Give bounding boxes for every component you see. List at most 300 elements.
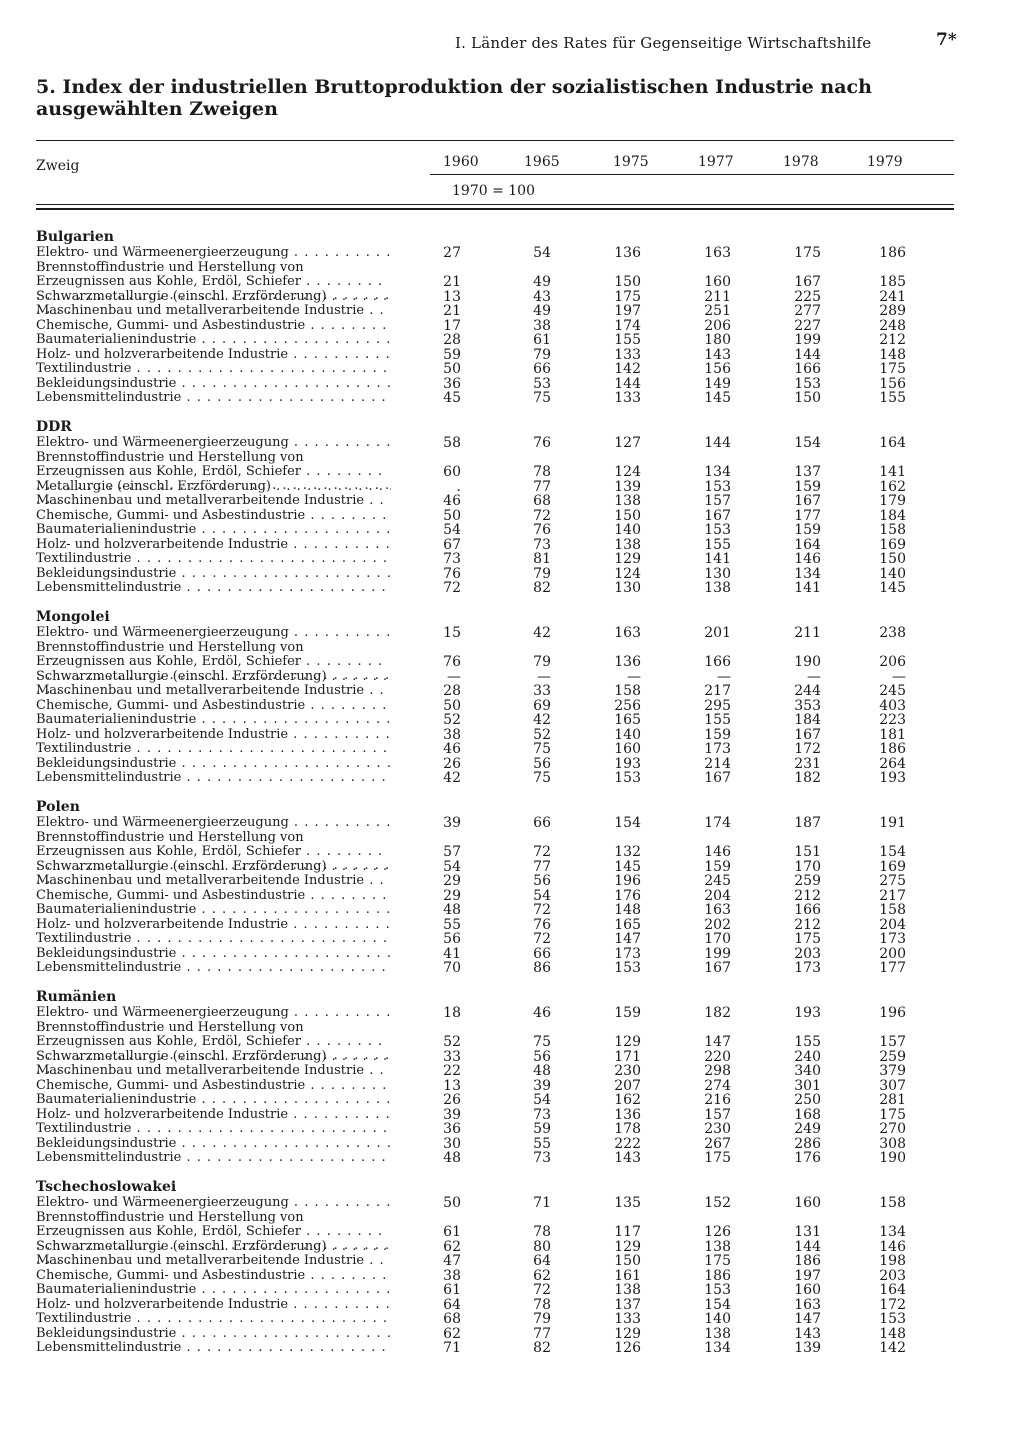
value-cell-1979: 162 xyxy=(879,478,906,495)
value-cell-1978: 146 xyxy=(794,551,821,567)
value-cell-1979: — xyxy=(892,668,906,685)
table-row xyxy=(36,699,976,714)
value-cell-1975: 129 xyxy=(614,1238,641,1255)
table-row xyxy=(36,670,976,685)
page-number: 7* xyxy=(936,30,957,50)
value-cell-1975: 150 xyxy=(614,1253,641,1269)
value-cell-1979: 164 xyxy=(879,435,906,451)
value-cell-1960: 13 xyxy=(443,1077,461,1094)
value-cell-1979: 150 xyxy=(879,551,906,567)
value-cell-1977: 134 xyxy=(704,463,731,480)
table-row xyxy=(36,641,976,670)
value-cell-1979: 264 xyxy=(879,755,906,772)
value-cell-1977: 159 xyxy=(704,726,731,743)
value-cell-1965: 69 xyxy=(533,697,551,714)
value-cell-1960: 50 xyxy=(443,507,461,524)
value-cell-1978: 167 xyxy=(794,273,821,290)
row-label: Metallurgie (einschl. Erzförderung) . . . xyxy=(36,480,391,494)
table-row xyxy=(36,889,976,904)
value-cell-1965: 72 xyxy=(533,507,551,524)
value-cell-1965: 33 xyxy=(533,683,551,699)
value-cell-1965: 62 xyxy=(533,1267,551,1284)
country-name: Mongolei xyxy=(36,609,110,625)
value-cell-1965: 49 xyxy=(533,273,551,290)
value-cell-1965: 38 xyxy=(533,317,551,334)
value-cell-1975: 133 xyxy=(614,346,641,363)
value-cell-1975: 124 xyxy=(614,463,641,480)
value-cell-1977: 145 xyxy=(704,390,731,406)
value-cell-1965: 46 xyxy=(533,1005,551,1021)
row-label: Elektro- und Wärmeenergieerzeugung . . . xyxy=(36,816,391,830)
value-cell-1979: 146 xyxy=(879,1238,906,1255)
table-row xyxy=(36,538,976,553)
value-cell-1979: 157 xyxy=(879,1033,906,1050)
header-bottom-rule xyxy=(36,208,954,210)
row-label: Maschinenbau und metallverarbeitende Industrie . . . xyxy=(36,684,391,698)
value-cell-1965: 77 xyxy=(533,478,551,495)
header-bottom-rule-thin xyxy=(36,204,954,205)
value-cell-1975: 163 xyxy=(614,625,641,641)
value-cell-1977: 199 xyxy=(704,945,731,962)
table-row xyxy=(36,319,976,334)
value-cell-1960: 33 xyxy=(443,1048,461,1065)
value-cell-1977: 159 xyxy=(704,858,731,875)
value-cell-1978: 197 xyxy=(794,1267,821,1284)
value-cell-1978: 137 xyxy=(794,463,821,480)
value-cell-1975: 155 xyxy=(614,332,641,348)
value-cell-1979: 241 xyxy=(879,288,906,305)
value-cell-1978: 186 xyxy=(794,1253,821,1269)
value-cell-1979: 148 xyxy=(879,346,906,363)
value-cell-1965: 61 xyxy=(533,332,551,348)
country-block xyxy=(36,798,976,988)
value-cell-1979: 186 xyxy=(879,741,906,757)
row-label: Schwarzmetallurgie (einschl. Erzförderung) . . . xyxy=(36,1050,391,1064)
value-cell-1977: 175 xyxy=(704,1150,731,1166)
value-cell-1975: 196 xyxy=(614,873,641,889)
value-cell-1979: 307 xyxy=(879,1077,906,1094)
table-row xyxy=(36,333,976,348)
value-cell-1978: 301 xyxy=(794,1077,821,1094)
value-cell-1960: 50 xyxy=(443,697,461,714)
value-cell-1975: 124 xyxy=(614,565,641,582)
table-row xyxy=(36,626,976,641)
value-cell-1979: 173 xyxy=(879,931,906,947)
value-cell-1977: 298 xyxy=(704,1063,731,1079)
row-label: Chemische, Gummi- und Asbestindustrie . . . xyxy=(36,889,391,903)
value-cell-1965: — xyxy=(537,668,551,685)
value-cell-1977: 170 xyxy=(704,931,731,947)
value-cell-1965: 79 xyxy=(533,653,551,670)
value-cell-1978: 340 xyxy=(794,1063,821,1079)
row-label: Brennstoffindustrie und Herstellung von Erzeugnissen aus Kohle, Erdöl, Schiefer . . . xyxy=(36,831,391,887)
value-cell-1978: 159 xyxy=(794,478,821,495)
value-cell-1977: 166 xyxy=(704,653,731,670)
value-cell-1975: 144 xyxy=(614,375,641,392)
value-cell-1978: 164 xyxy=(794,536,821,553)
value-cell-1960: 46 xyxy=(443,493,461,509)
row-label: Baumaterialienindustrie . . . xyxy=(36,713,391,727)
row-label: Schwarzmetallurgie (einschl. Erzförderung) . . . xyxy=(36,670,391,684)
value-cell-1978: 259 xyxy=(794,873,821,889)
row-label: Schwarzmetallurgie (einschl. Erzförderung) . . . xyxy=(36,1240,391,1254)
value-cell-1977: 230 xyxy=(704,1121,731,1137)
value-cell-1978: 163 xyxy=(794,1296,821,1313)
value-cell-1975: 129 xyxy=(614,1033,641,1050)
value-cell-1965: 55 xyxy=(533,1135,551,1152)
table-row xyxy=(36,348,976,363)
value-cell-1975: 117 xyxy=(614,1223,641,1240)
value-cell-1965: 77 xyxy=(533,1325,551,1342)
value-cell-1965: 66 xyxy=(533,815,551,831)
value-cell-1975: 176 xyxy=(614,887,641,904)
value-cell-1975: 174 xyxy=(614,317,641,334)
value-cell-1975: 129 xyxy=(614,551,641,567)
row-label: Textilindustrie . . . xyxy=(36,362,391,376)
row-label: Chemische, Gummi- und Asbestindustrie . . . xyxy=(36,699,391,713)
value-cell-1979: 191 xyxy=(879,815,906,831)
value-cell-1975: 256 xyxy=(614,697,641,714)
value-cell-1960: 42 xyxy=(443,770,461,786)
value-cell-1978: 184 xyxy=(794,712,821,728)
value-cell-1965: 66 xyxy=(533,945,551,962)
value-cell-1979: 164 xyxy=(879,1282,906,1298)
row-label: Maschinenbau und metallverarbeitende Industrie . . . xyxy=(36,304,391,318)
value-cell-1960: 48 xyxy=(443,902,461,918)
value-cell-1975: 159 xyxy=(614,1005,641,1021)
value-cell-1965: 66 xyxy=(533,361,551,377)
value-cell-1960: 36 xyxy=(443,375,461,392)
value-cell-1975: 222 xyxy=(614,1135,641,1152)
table-row xyxy=(36,742,976,757)
value-cell-1965: 78 xyxy=(533,1296,551,1313)
header-mid-rule xyxy=(430,174,954,175)
value-cell-1979: 403 xyxy=(879,697,906,714)
value-cell-1975: 153 xyxy=(614,960,641,976)
value-cell-1977: 154 xyxy=(704,1296,731,1313)
year-header-1979: 1979 xyxy=(867,154,903,170)
row-label: Maschinenbau und metallverarbeitende Industrie . . . xyxy=(36,1254,391,1268)
table-row xyxy=(36,1298,976,1313)
country-block xyxy=(36,228,976,418)
value-cell-1965: 79 xyxy=(533,565,551,582)
value-cell-1979: 169 xyxy=(879,536,906,553)
value-cell-1965: 76 xyxy=(533,522,551,538)
value-cell-1978: 212 xyxy=(794,887,821,904)
row-label: Lebensmittelindustrie . . . xyxy=(36,1151,391,1165)
value-cell-1975: 154 xyxy=(614,815,641,831)
row-label: Textilindustrie . . . xyxy=(36,1312,391,1326)
table-row xyxy=(36,523,976,538)
value-cell-1977: 206 xyxy=(704,317,731,334)
value-cell-1960: 71 xyxy=(443,1340,461,1356)
country-block xyxy=(36,418,976,608)
row-label: Elektro- und Wärmeenergieerzeugung . . . xyxy=(36,246,391,260)
value-cell-1965: 56 xyxy=(533,1048,551,1065)
value-cell-1965: 73 xyxy=(533,1106,551,1123)
value-cell-1975: 158 xyxy=(614,683,641,699)
value-cell-1977: 147 xyxy=(704,1033,731,1050)
row-label: Holz- und holzverarbeitende Industrie . . . xyxy=(36,728,391,742)
value-cell-1960: 27 xyxy=(443,245,461,261)
table-row xyxy=(36,1283,976,1298)
value-cell-1977: 153 xyxy=(704,522,731,538)
table-row xyxy=(36,1079,976,1094)
table-row xyxy=(36,932,976,947)
value-cell-1979: 134 xyxy=(879,1223,906,1240)
row-label: Baumaterialienindustrie . . . xyxy=(36,523,391,537)
value-cell-1977: 163 xyxy=(704,902,731,918)
year-header-1975: 1975 xyxy=(613,154,649,170)
table-row xyxy=(36,1006,976,1021)
row-label: Chemische, Gummi- und Asbestindustrie . . . xyxy=(36,1079,391,1093)
table-row xyxy=(36,771,976,786)
table-row xyxy=(36,581,976,596)
value-cell-1977: 204 xyxy=(704,887,731,904)
value-cell-1977: 186 xyxy=(704,1267,731,1284)
value-cell-1975: 140 xyxy=(614,726,641,743)
table-title: 5. Index der industriellen Bruttoproduktion der sozialistischen Industrie nach ausgewählten Zweigen xyxy=(36,76,872,120)
value-cell-1979: 169 xyxy=(879,858,906,875)
value-cell-1965: 54 xyxy=(533,887,551,904)
value-cell-1960: 26 xyxy=(443,1092,461,1108)
row-label: Textilindustrie . . . xyxy=(36,1122,391,1136)
value-cell-1975: 138 xyxy=(614,493,641,509)
value-cell-1977: 217 xyxy=(704,683,731,699)
value-cell-1977: 157 xyxy=(704,1106,731,1123)
table-row xyxy=(36,1341,976,1356)
table-row xyxy=(36,436,976,451)
value-cell-1960: — xyxy=(447,668,461,685)
table-row xyxy=(36,918,976,933)
table-row xyxy=(36,1211,976,1240)
value-cell-1978: 153 xyxy=(794,375,821,392)
value-cell-1979: 203 xyxy=(879,1267,906,1284)
value-cell-1975: 153 xyxy=(614,770,641,786)
value-cell-1960: 58 xyxy=(443,435,461,451)
value-cell-1979: 275 xyxy=(879,873,906,889)
value-cell-1975: 130 xyxy=(614,580,641,596)
year-header-1978: 1978 xyxy=(783,154,819,170)
value-cell-1965: 79 xyxy=(533,1311,551,1327)
row-label: Brennstoffindustrie und Herstellung von Erzeugnissen aus Kohle, Erdöl, Schiefer . . . xyxy=(36,451,391,507)
value-cell-1975: 136 xyxy=(614,245,641,261)
country-block xyxy=(36,608,976,798)
row-label: Brennstoffindustrie und Herstellung von Erzeugnissen aus Kohle, Erdöl, Schiefer . . . xyxy=(36,641,391,697)
value-cell-1965: 53 xyxy=(533,375,551,392)
value-cell-1978: 199 xyxy=(794,332,821,348)
value-cell-1978: 353 xyxy=(794,697,821,714)
value-cell-1960: 70 xyxy=(443,960,461,976)
value-cell-1977: 126 xyxy=(704,1223,731,1240)
value-cell-1977: 214 xyxy=(704,755,731,772)
value-cell-1960: 26 xyxy=(443,755,461,772)
year-header-1965: 1965 xyxy=(524,154,560,170)
table-row xyxy=(36,1137,976,1152)
row-label: Lebensmittelindustrie . . . xyxy=(36,771,391,785)
value-cell-1977: 201 xyxy=(704,625,731,641)
value-cell-1978: 167 xyxy=(794,726,821,743)
value-cell-1975: 147 xyxy=(614,931,641,947)
value-cell-1977: 173 xyxy=(704,741,731,757)
table-row xyxy=(36,1327,976,1342)
value-cell-1960: 52 xyxy=(443,712,461,728)
value-cell-1965: 72 xyxy=(533,902,551,918)
value-cell-1977: 155 xyxy=(704,536,731,553)
value-cell-1977: 160 xyxy=(704,273,731,290)
value-cell-1978: 277 xyxy=(794,303,821,319)
value-cell-1965: 75 xyxy=(533,1033,551,1050)
row-label: Lebensmittelindustrie . . . xyxy=(36,391,391,405)
value-cell-1979: 175 xyxy=(879,361,906,377)
value-cell-1965: 80 xyxy=(533,1238,551,1255)
table-row xyxy=(36,494,976,509)
value-cell-1978: 211 xyxy=(794,625,821,641)
value-cell-1965: 75 xyxy=(533,390,551,406)
value-cell-1960: 72 xyxy=(443,580,461,596)
table-row xyxy=(36,246,976,261)
value-cell-1978: 231 xyxy=(794,755,821,772)
value-cell-1977: 163 xyxy=(704,245,731,261)
zweig-column-header: Zweig xyxy=(36,158,80,174)
value-cell-1977: 180 xyxy=(704,332,731,348)
row-label: Lebensmittelindustrie . . . xyxy=(36,581,391,595)
value-cell-1960: 57 xyxy=(443,843,461,860)
value-cell-1977: 152 xyxy=(704,1195,731,1211)
value-cell-1979: 148 xyxy=(879,1325,906,1342)
row-label: Textilindustrie . . . xyxy=(36,742,391,756)
value-cell-1975: 138 xyxy=(614,1282,641,1298)
value-cell-1978: 166 xyxy=(794,902,821,918)
value-cell-1960: 73 xyxy=(443,551,461,567)
value-cell-1975: 148 xyxy=(614,902,641,918)
table-row xyxy=(36,1064,976,1079)
value-cell-1978: 182 xyxy=(794,770,821,786)
row-label: Baumaterialienindustrie . . . xyxy=(36,903,391,917)
value-cell-1979: 281 xyxy=(879,1092,906,1108)
value-cell-1965: 56 xyxy=(533,873,551,889)
value-cell-1979: 200 xyxy=(879,945,906,962)
row-label: Brennstoffindustrie und Herstellung von Erzeugnissen aus Kohle, Erdöl, Schiefer . . . xyxy=(36,1211,391,1267)
value-cell-1965: 75 xyxy=(533,770,551,786)
value-cell-1975: 142 xyxy=(614,361,641,377)
value-cell-1978: 176 xyxy=(794,1150,821,1166)
value-cell-1960: 41 xyxy=(443,945,461,962)
value-cell-1978: 147 xyxy=(794,1311,821,1327)
value-cell-1978: 167 xyxy=(794,493,821,509)
value-cell-1975: 165 xyxy=(614,916,641,933)
value-cell-1978: 187 xyxy=(794,815,821,831)
value-cell-1978: 168 xyxy=(794,1106,821,1123)
value-cell-1975: 165 xyxy=(614,712,641,728)
value-cell-1979: 154 xyxy=(879,843,906,860)
table-row xyxy=(36,1122,976,1137)
value-cell-1960: 60 xyxy=(443,463,461,480)
table-row xyxy=(36,757,976,772)
value-cell-1979: 379 xyxy=(879,1063,906,1079)
value-cell-1960: 47 xyxy=(443,1253,461,1269)
value-cell-1979: 190 xyxy=(879,1150,906,1166)
value-cell-1960: 48 xyxy=(443,1150,461,1166)
table-row xyxy=(36,1151,976,1166)
row-label: Baumaterialienindustrie . . . xyxy=(36,333,391,347)
value-cell-1965: 59 xyxy=(533,1121,551,1137)
value-cell-1979: 217 xyxy=(879,887,906,904)
value-cell-1975: 230 xyxy=(614,1063,641,1079)
value-cell-1975: 137 xyxy=(614,1296,641,1313)
row-label: Chemische, Gummi- und Asbestindustrie . . . xyxy=(36,509,391,523)
value-cell-1975: 150 xyxy=(614,273,641,290)
value-cell-1978: 166 xyxy=(794,361,821,377)
value-cell-1979: 259 xyxy=(879,1048,906,1065)
row-label: Baumaterialienindustrie . . . xyxy=(36,1283,391,1297)
value-cell-1978: 139 xyxy=(794,1340,821,1356)
value-cell-1975: 140 xyxy=(614,522,641,538)
value-cell-1978: 193 xyxy=(794,1005,821,1021)
country-name: Bulgarien xyxy=(36,229,114,245)
value-cell-1975: 136 xyxy=(614,1106,641,1123)
base-year-label: 1970 = 100 xyxy=(452,183,535,199)
value-cell-1979: 177 xyxy=(879,960,906,976)
value-cell-1979: 179 xyxy=(879,493,906,509)
value-cell-1960: 50 xyxy=(443,361,461,377)
value-cell-1979: 175 xyxy=(879,1106,906,1123)
row-label: Lebensmittelindustrie . . . xyxy=(36,1341,391,1355)
value-cell-1965: 68 xyxy=(533,493,551,509)
row-label: Holz- und holzverarbeitende Industrie . . . xyxy=(36,348,391,362)
value-cell-1977: 144 xyxy=(704,435,731,451)
value-cell-1975: 143 xyxy=(614,1150,641,1166)
value-cell-1960: 45 xyxy=(443,390,461,406)
value-cell-1975: 129 xyxy=(614,1325,641,1342)
row-label: Schwarzmetallurgie (einschl. Erzförderung) . . . xyxy=(36,860,391,874)
value-cell-1965: 79 xyxy=(533,346,551,363)
value-cell-1977: 211 xyxy=(704,288,731,305)
value-cell-1979: 145 xyxy=(879,580,906,596)
table-row xyxy=(36,1240,976,1255)
value-cell-1975: 127 xyxy=(614,435,641,451)
value-cell-1960: 67 xyxy=(443,536,461,553)
value-cell-1975: 126 xyxy=(614,1340,641,1356)
value-cell-1977: 267 xyxy=(704,1135,731,1152)
value-cell-1975: 145 xyxy=(614,858,641,875)
table-row xyxy=(36,860,976,875)
value-cell-1979: 142 xyxy=(879,1340,906,1356)
value-cell-1975: 193 xyxy=(614,755,641,772)
value-cell-1975: 133 xyxy=(614,390,641,406)
value-cell-1979: 238 xyxy=(879,625,906,641)
value-cell-1978: 175 xyxy=(794,245,821,261)
country-block xyxy=(36,1178,976,1368)
table-row xyxy=(36,290,976,305)
value-cell-1979: 193 xyxy=(879,770,906,786)
table-row xyxy=(36,903,976,918)
table-row xyxy=(36,362,976,377)
value-cell-1977: 182 xyxy=(704,1005,731,1021)
table-row xyxy=(36,1196,976,1211)
value-cell-1977: 140 xyxy=(704,1311,731,1327)
value-cell-1977: 175 xyxy=(704,1253,731,1269)
row-label: Brennstoffindustrie und Herstellung von Erzeugnissen aus Kohle, Erdöl, Schiefer . . . xyxy=(36,1021,391,1077)
value-cell-1977: 274 xyxy=(704,1077,731,1094)
value-cell-1979: 289 xyxy=(879,303,906,319)
value-cell-1978: 249 xyxy=(794,1121,821,1137)
value-cell-1960: 62 xyxy=(443,1325,461,1342)
row-label: Elektro- und Wärmeenergieerzeugung . . . xyxy=(36,1006,391,1020)
value-cell-1960: 28 xyxy=(443,332,461,348)
value-cell-1977: 174 xyxy=(704,815,731,831)
value-cell-1979: 212 xyxy=(879,332,906,348)
